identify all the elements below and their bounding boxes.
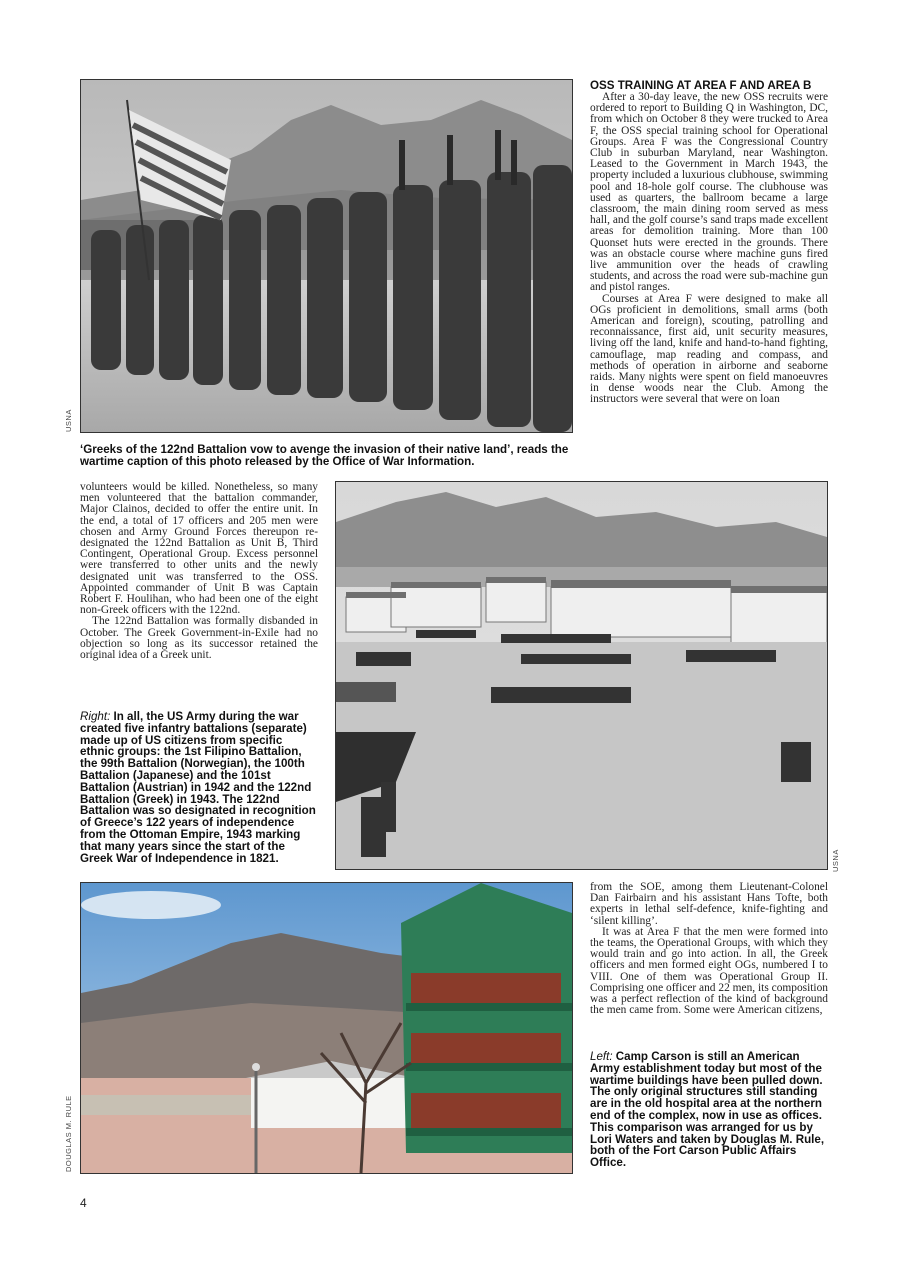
photo-greek-soldiers-oath-image — [81, 80, 572, 432]
photo-camp-parade-ground — [335, 481, 828, 870]
photo-greek-soldiers-oath — [80, 79, 573, 433]
article-paragraph: volunteers would be killed. Nonetheless, so many men volunteered that the battalion commander, Major Clainos, decided to offer the entire unit. In the end, a total of 17 officers and 205 men were chosen and Army Ground Forces thereupon re-designated the 122nd Battalion as Unit B, Third Contingent, Operational Group. Excess personnel were transferred to other units and the newly designated unit was transferred to the OSS. Appointed commander of Unit B was Captain Robert F. Houlihan, who had been one of the eight non-Greek officers with the 122nd. — [80, 481, 318, 617]
photo-credit-douglas-rule: DOUGLAS M. RULE — [64, 1095, 73, 1172]
caption-text-right: In all, the US Army during the war created five infantry battalions (separate) made up of US citizens from specific ethnic groups: the 1st Filipino Battalion, the 99th Battalion (Norwegian), the 100th Battalion (Japanese) and the 101st Battalion (Austrian) in 1942 and the 122nd Battalion (Greek) in 1943. The 122nd Battalion was so designated in recognition of Greece’s 122 years of independence from the Ottoman Empire, 1943 marking that many years since the start of the Greek War of Independence in 1821. — [80, 710, 316, 865]
photo-credit-usna-1: USNA — [64, 409, 73, 432]
photo-camp-carson-today — [80, 882, 573, 1174]
caption-lead-left: Left: — [590, 1050, 613, 1063]
caption-lead-right: Right: — [80, 710, 111, 723]
page-number: 4 — [80, 1196, 87, 1210]
article-column-left-middle — [80, 482, 318, 661]
photo-camp-carson-today-image — [81, 883, 572, 1173]
photo-credit-usna-2: USNA — [831, 849, 840, 872]
caption-text-left: Camp Carson is still an American Army establishment today but most of the wartime buildings have been pulled down. The only original structures still standing are in the old hospital area at the northern end of the complex, now in use as offices. This comparison was arranged for us by Lori Waters and taken by Douglas M. Rule, both of the Fort Carson Public Affairs Office. — [590, 1050, 825, 1170]
article-paragraph: After a 30-day leave, the new OSS recruits were ordered to report to Building Q in Washington, DC, from which on October 8 they were trucked to Area F, the OSS special training school for Operational Groups. Area F was the Congressional Country Club in suburban Maryland, near Washington. Leased to the Government in March 1943, the property included a luxurious clubhouse, swimming pool and 18-hole golf course. The clubhouse was used as quarters, the ballroom became a large classroom, the main dining room served as mess hall, and the golf course’s sand traps made excellent areas for demolition training. More than 100 Quonset huts were erected in the grounds. There was an obstacle course where machine guns fired live ammunition over the heads of crawling students, and across the road were sub-machine gun and pistol ranges. — [590, 91, 828, 294]
caption-right-photo — [80, 711, 318, 864]
article-paragraph: It was at Area F that the men were formed into the teams, the Operational Groups, with which they would train and go into action. In all, the Greek officers and men formed eight OGs, numbered I to VIII. One of them was Operational Group II. Comprising one officer and 22 men, its composition was a perfect reflection of the kind of background the men came from. Some were American citizens, — [590, 925, 828, 1017]
section-heading: OSS TRAINING AT AREA F AND AREA B — [590, 79, 812, 92]
caption-left-photo — [590, 1051, 828, 1169]
article-paragraph: from the SOE, among them Lieutenant-Colonel Dan Fairbairn and his assistant Hans Tofte, both experts in lethal self-defence, knife-fighting and ‘silent killing’. — [590, 881, 828, 927]
photo-camp-parade-ground-image — [336, 482, 827, 869]
article-column-right-top — [590, 80, 828, 406]
caption-photo-greek-soldiers: ‘Greeks of the 122nd Battalion vow to avenge the invasion of their native land’, reads the wartime caption of this photo released by the Office of War Information. — [80, 443, 569, 468]
article-paragraph: Courses at Area F were designed to make all OGs proficient in demolitions, small arms (both American and foreign), scouting, patrolling and reconnaissance, first aid, unit security measures, living off the land, knife and hand-to-hand fighting, camouflage, map reading and compass, and methods of operation in airborne and seaborne raids. Many nights were spent on field manoeuvres in dense woods near the Club. Among the instructors were several that were on loan — [590, 292, 828, 406]
article-paragraph: The 122nd Battalion was formally disbanded in October. The Greek Government-in-Exile had no objection so long as its successor retained the original idea of a Greek unit. — [80, 615, 318, 662]
article-column-right-bottom — [590, 882, 828, 1016]
